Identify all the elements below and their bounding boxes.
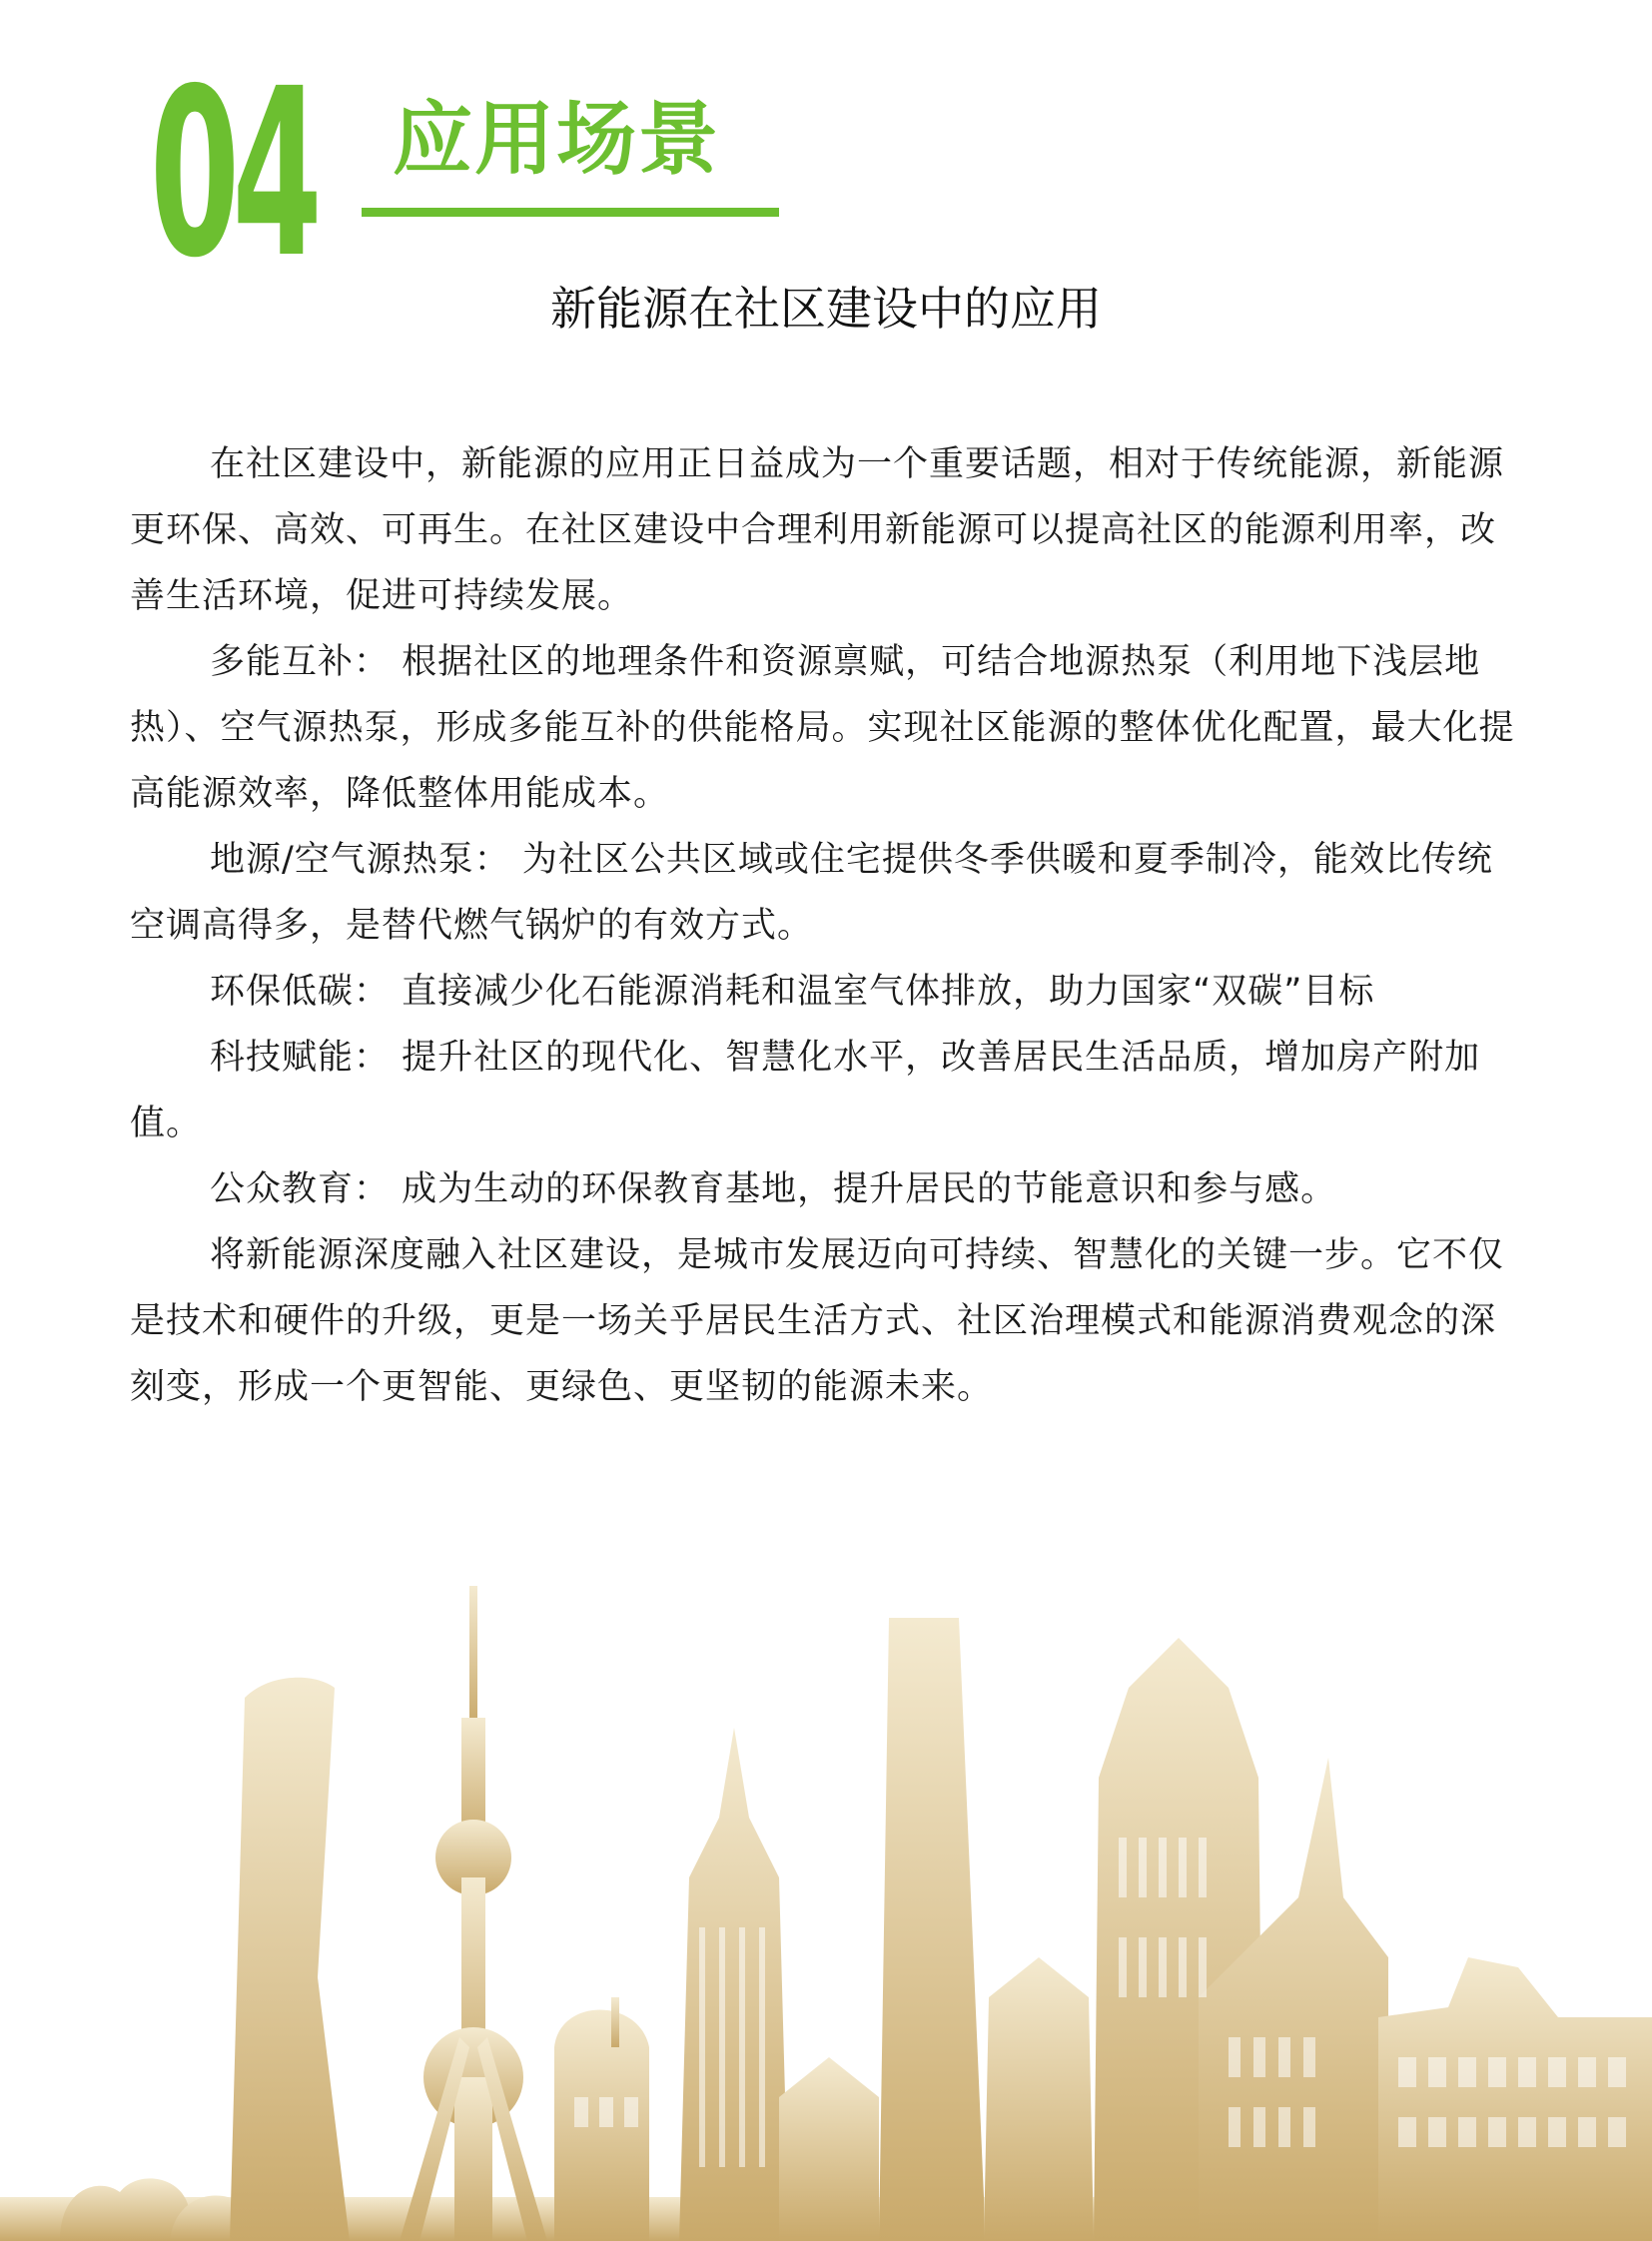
paragraph-tech: 科技赋能： 提升社区的现代化、智慧化水平，改善居民生活品质，增加房产附加值。 bbox=[130, 1038, 1481, 1143]
title-underline bbox=[362, 208, 779, 217]
paragraph-intro: 在社区建设中，新能源的应用正日益成为一个重要话题，相对于传统能源，新能源更环保、高效、可再生。在社区建设中合理利用新能源可以提高社区的能源利用率，改善生活环境，促进可持续发展。 bbox=[130, 444, 1505, 616]
city-skyline-illustration bbox=[0, 1578, 1652, 2241]
paragraph-conclusion: 将新能源深度融入社区建设，是城市发展迈向可持续、智慧化的关键一步。它不仅是技术和硬件的升级，更是一场关乎居民生活方式、社区治理模式和能源消费观念的深刻变，形成一个更智能、更绿色、更坚韧的能源未来。 bbox=[130, 1235, 1505, 1407]
section-number: 04 bbox=[150, 39, 316, 309]
paragraph-multi-energy: 多能互补： 根据社区的地理条件和资源禀赋，可结合地源热泵（利用地下浅层地热）、空气源热泵，形成多能互补的供能格局。实现社区能源的整体优化配置，最大化提高能源效率，降低整体用能成本。 bbox=[130, 642, 1515, 814]
paragraph-education: 公众教育： 成为生动的环保教育基地，提升居民的节能意识和参与感。 bbox=[210, 1169, 1337, 1209]
section-title: 应用场景 bbox=[393, 93, 720, 186]
paragraph-low-carbon: 环保低碳： 直接减少化石能源消耗和温室气体排放，助力国家“双碳”目标 bbox=[210, 972, 1375, 1012]
paragraph-heat-pump: 地源/空气源热泵： 为社区公共区域或住宅提供冬季供暖和夏季制冷，能效比传统空调高得多，是替代燃气锅炉的有效方式。 bbox=[130, 840, 1493, 946]
article-body bbox=[130, 431, 1528, 1420]
article-subtitle: 新能源在社区建设中的应用 bbox=[550, 282, 1102, 336]
